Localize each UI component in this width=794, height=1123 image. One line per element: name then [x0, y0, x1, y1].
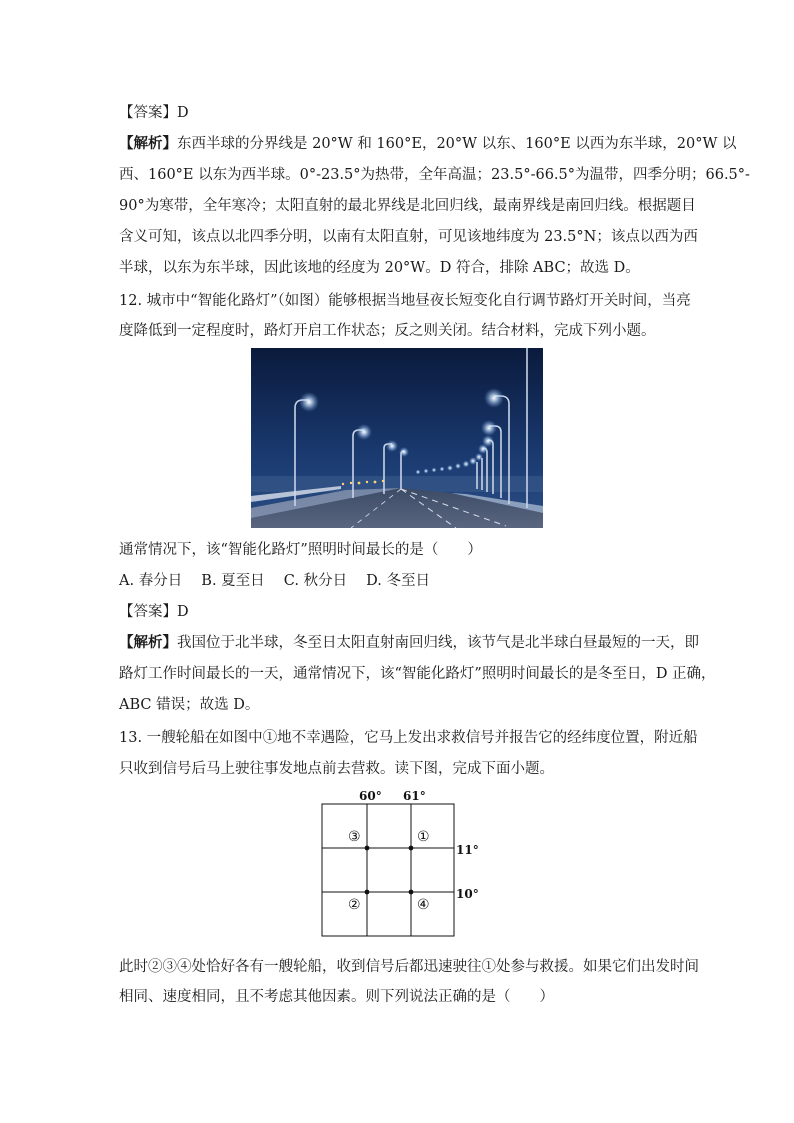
answer-q12: 【答案】D — [119, 604, 189, 620]
point-4: ④ — [417, 897, 430, 913]
point-2: ② — [348, 897, 361, 913]
q12-stem-line-1: 12. 城市中“智能化路灯”（如图）能够根据当地昼夜长短变化自行调节路灯开关时间，当亮 — [119, 293, 691, 309]
lat-lon-grid-diagram — [312, 788, 492, 938]
analysis-tag: 【解析】 — [119, 634, 177, 651]
analysis-q11-line-5: 半球，以东为东半球，因此该地的经度为 20°W。D 符合，排除 ABC；故选 D。 — [119, 260, 640, 276]
answer-q11: 【答案】D — [119, 105, 189, 121]
lon-label-61: 61° — [403, 789, 426, 803]
analysis-q11-line-2: 西、160°E 以东为西半球。0°-23.5°为热带，全年高温；23.5°-66.5°为温带，四季分明；66.5°- — [119, 167, 750, 183]
point-1: ① — [417, 829, 430, 845]
q12-stem-line-2: 度降低到一定程度时，路灯开启工作状态；反之则关闭。结合材料，完成下列小题。 — [119, 323, 656, 339]
grid-point — [365, 890, 370, 895]
street-light-photo — [251, 348, 543, 528]
analysis-q11-line-1 — [119, 135, 737, 153]
lon-label-60: 60° — [359, 789, 382, 803]
grid-point — [365, 846, 370, 851]
analysis-tag: 【解析】 — [119, 135, 177, 152]
grid-point — [409, 846, 414, 851]
grid-point — [409, 890, 414, 895]
analysis-q12-line-1 — [119, 634, 699, 652]
point-3: ③ — [348, 829, 361, 845]
analysis-q11-line-3: 90°为寒带，全年寒冷；太阳直射的最北界线是北回归线，最南界线是南回归线。根据题目 — [119, 198, 696, 214]
q13-stem-line-1: 13. 一艘轮船在如图中①地不幸遇险，它马上发出求救信号并报告它的经纬度位置，附近船 — [119, 730, 698, 746]
grid-frame — [322, 804, 454, 936]
q12-options: A. 春分日 B. 夏至日 C. 秋分日 D. 冬至日 — [119, 573, 431, 589]
analysis-q12-line-3: ABC 错误；故选 D。 — [119, 697, 260, 713]
q13-stem-line-2: 只收到信号后马上驶往事发地点前去营救。读下图，完成下面小题。 — [119, 761, 554, 777]
analysis-text: 东西半球的分界线是 20°W 和 160°E，20°W 以东、160°E 以西为东半球，20°W 以 — [177, 136, 737, 152]
analysis-text: 我国位于北半球，冬至日太阳直射南回归线，该节气是北半球白昼最短的一天，即 — [177, 635, 699, 651]
lat-label-10: 10° — [456, 887, 479, 901]
analysis-q12-line-2: 路灯工作时间最长的一天，通常情况下，该“智能化路灯”照明时间最长的是冬至日，D 正确， — [119, 666, 716, 682]
analysis-q11-line-4: 含义可知，该点以北四季分明，以南有太阳直射，可见该地纬度为 23.5°N；该点以西为西 — [119, 229, 698, 245]
q12-question: 通常情况下，该“智能化路灯”照明时间最长的是（ ） — [119, 542, 482, 558]
lat-label-11: 11° — [456, 843, 479, 857]
q13-after-line-1: 此时②③④处恰好各有一艘轮船，收到信号后都迅速驶往①处参与救援。如果它们出发时间 — [119, 959, 699, 975]
q13-after-line-2: 相同、速度相同，且不考虑其他因素。则下列说法正确的是（ ） — [119, 989, 554, 1005]
